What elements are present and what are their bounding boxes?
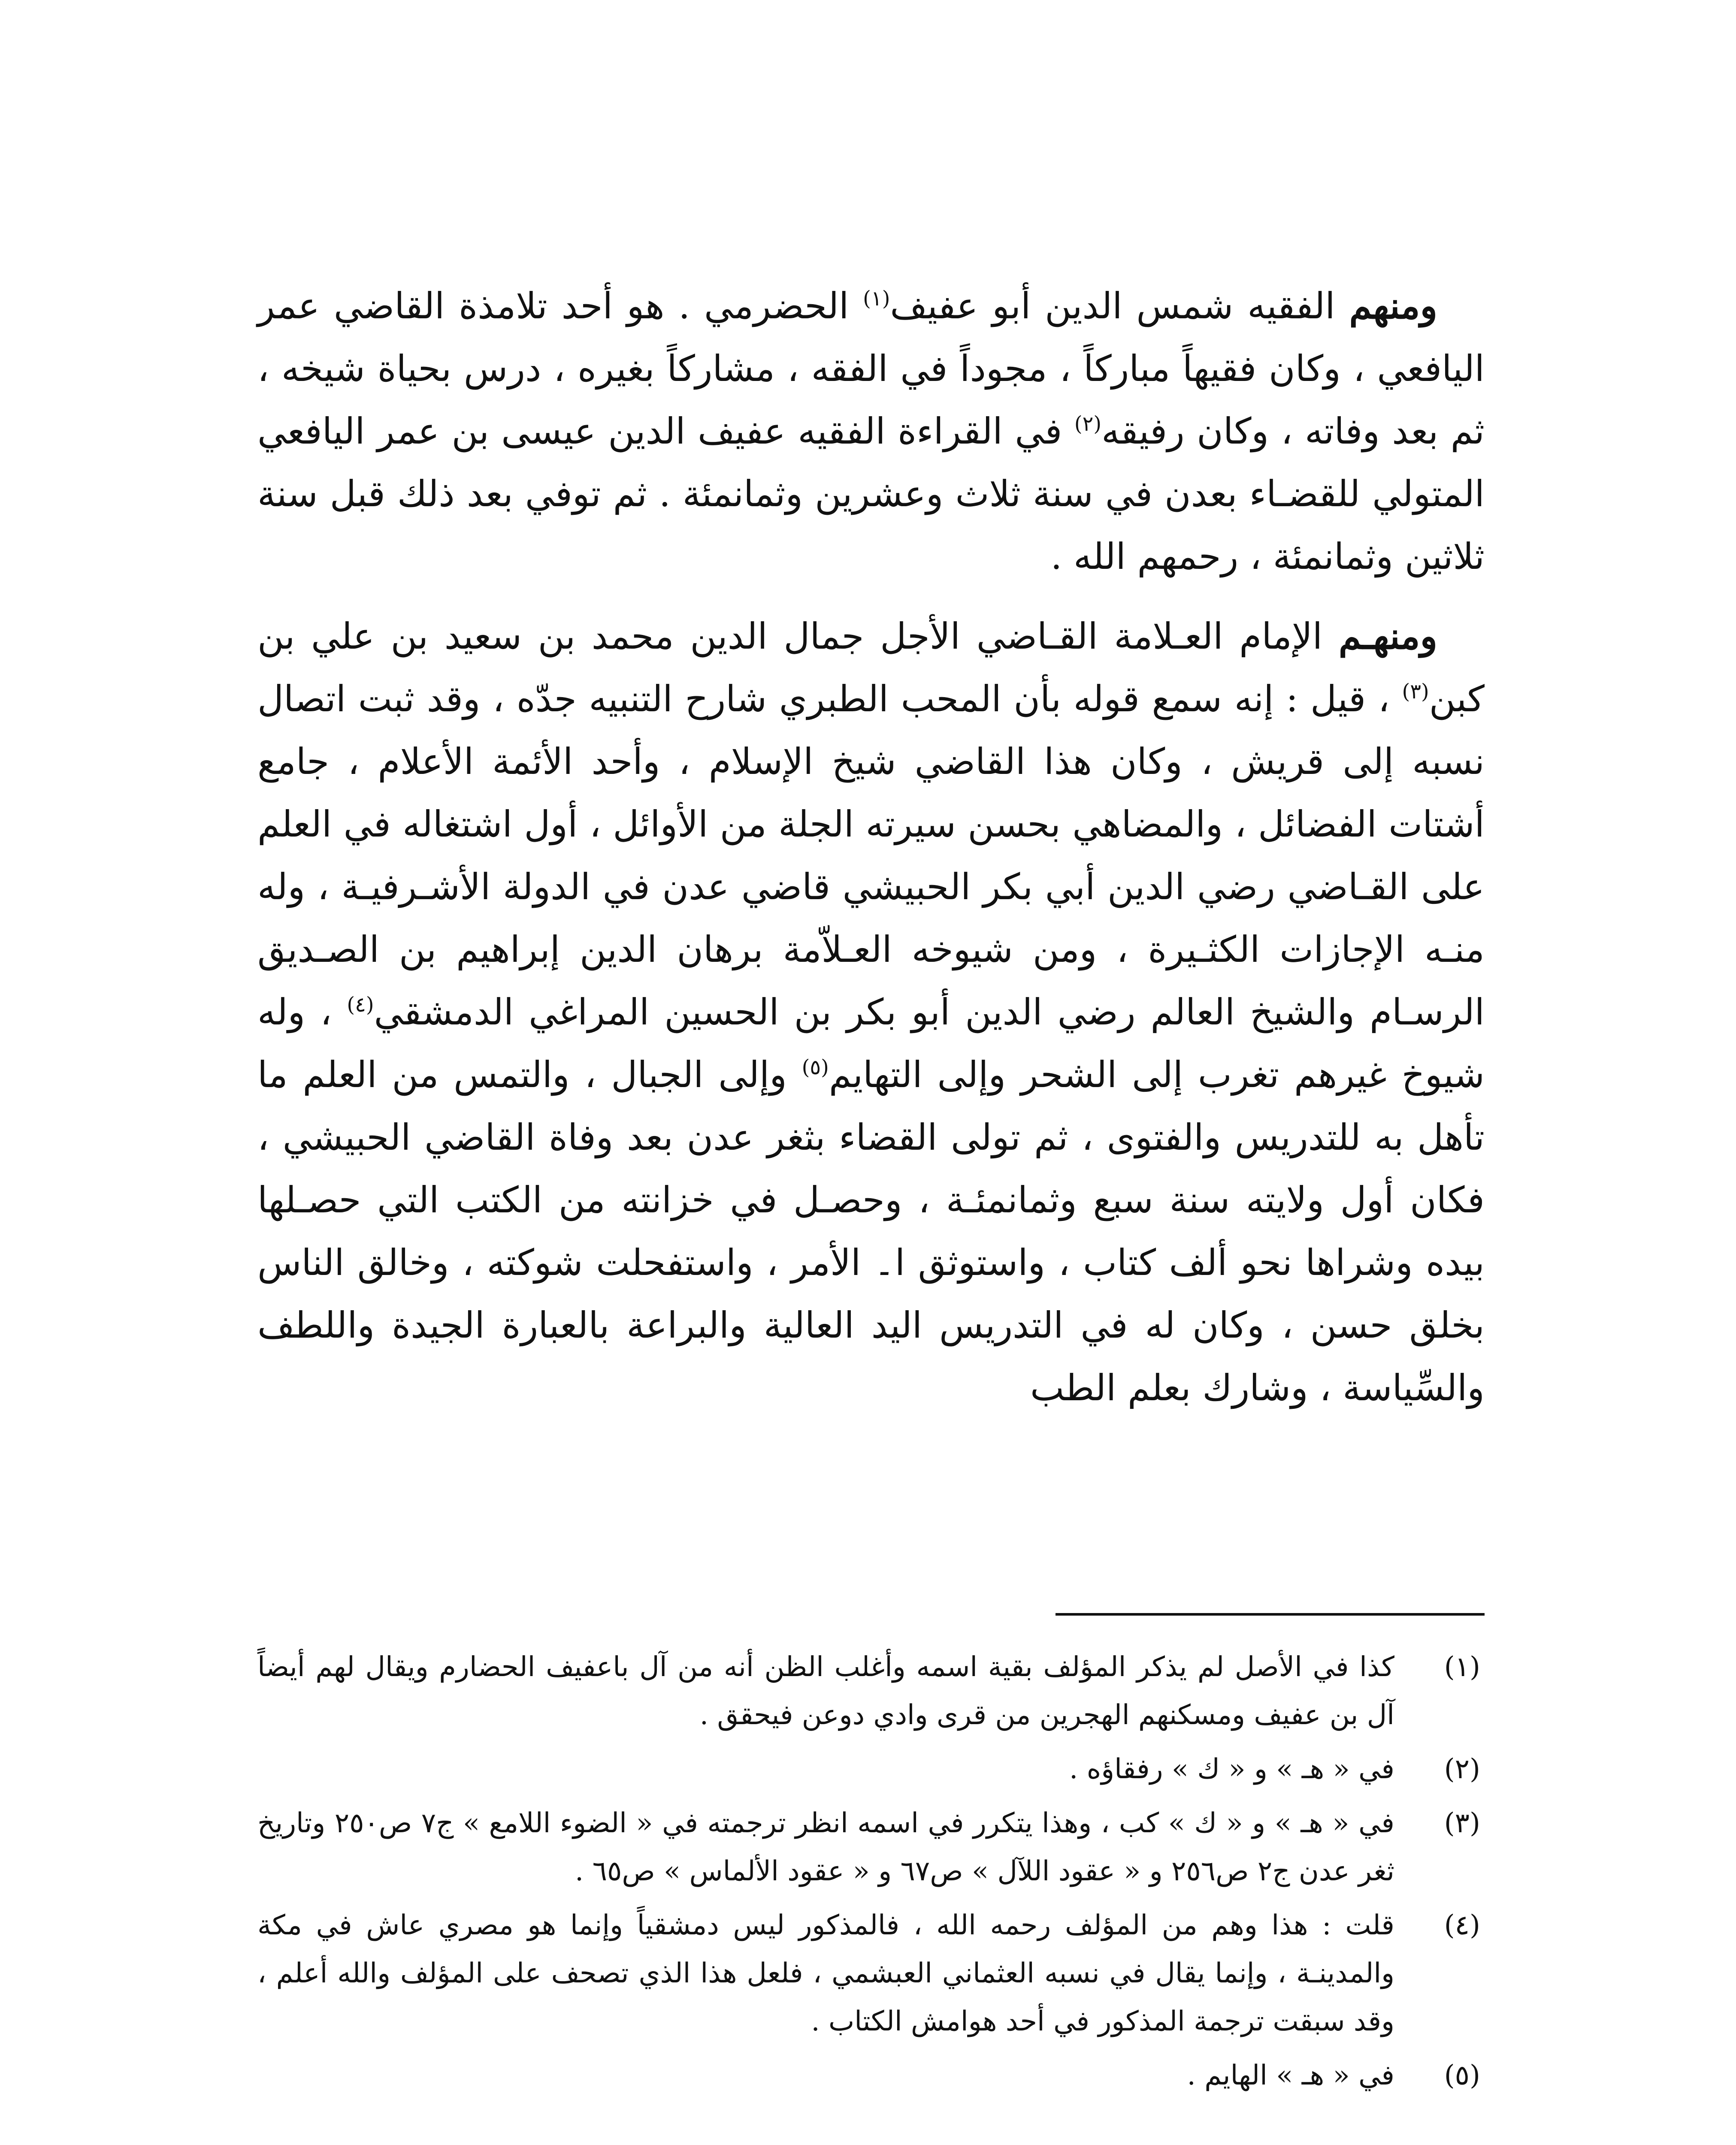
paragraph-2 xyxy=(257,605,1485,1419)
footnote-text: كذا في الأصل لم يذكر المؤلف بقية اسمه وأغلب الظن أنه من آل باعفيف الحضارم ويقال لهم أيضاً آل بن عفيف ومسكنهم الهجرين من قرى وادي دوعن فيحقق . xyxy=(257,1651,1395,1731)
footnote-item xyxy=(257,2051,1485,2100)
paragraph-lead-word: ومنهـم xyxy=(1338,615,1438,657)
paragraph-text: الإمام العـلامة القـاضي الأجل جمال الدين محمد بن سعيد بن علي بن كبن xyxy=(257,615,1485,720)
paragraph-text: وإلى الجبال ، والتمس من العلم ما تأهل به للتدريس والفتوى ، ثم تولى القضاء بثغر عدن بعد وفاة القاضي الحبيشي ، فكان أول ولايته سنة سبع وثمانمئـة ، وحصـل في خزانته من الكتب التي حصـلها بيده وشراها نحو ألف كتاب ، واستوثق ا۔ الأمر ، واستفحلت شوكته ، وخالق الناس بخلق حسن ، وكان له في التدريس اليد العالية والبراعة بالعبارة الجيدة واللطف والسِّياسة ، وشارك بعلم الطب xyxy=(257,1054,1485,1409)
footnote-item xyxy=(257,1643,1485,1739)
footnote-number: (٣) xyxy=(1444,1807,1480,1839)
paragraph-text: ، قيل : إنه سمع قوله بأن المحب الطبري شارح التنبيه جدّه ، وقد ثبت اتصال نسبه إلى قريش ، وكان هذا القاضي شيخ الإسلام ، وأحد الأئمة الأعلام ، جامع أشتات الفضائل ، والمضاهي بحسن سيرته الجلة من الأوائل ، أول اشتغاله في العلم على القـاضي رضي الدين أبي بكر الحبيشي قاضي عدن في الدولة الأشـرفيـة ، وله منـه الإجازات الكثـيرة ، ومن شيوخه العـلاّمة برهان الدين إبراهيم بن الصـديق الرسـام والشيخ العالم رضي الدين أبو بكر بن الحسين المراغي الدمشقي xyxy=(257,678,1485,1033)
footnote-item xyxy=(257,1799,1485,1895)
paragraph-text: ، وله شيوخ غيرهم تغرب إلى الشحر وإلى التهايم xyxy=(257,991,1485,1096)
paragraph-text: الفقيه شمس الدين أبو عفيف xyxy=(890,285,1335,327)
footnote-marker: (٥) xyxy=(801,1055,829,1079)
footnote-item xyxy=(257,1901,1485,2045)
paragraph-text: في القراءة الفقيه عفيف الدين عيسى بن عمر اليافعي المتولي للقضـاء بعدن في سنة ثلاث وعشرين وثمانمئة . ثم توفي بعد ذلك قبل سنة ثلاثين وثمانمئة ، رحمهم الله . xyxy=(257,410,1485,577)
footnote-number: (١) xyxy=(1444,1651,1480,1683)
footnote-marker: (٤) xyxy=(347,993,374,1017)
footnote-text: في « هـ » و « ك » رفقاؤه . xyxy=(1069,1753,1394,1785)
main-text xyxy=(257,275,1485,1419)
footnote-text: في « هـ » الهايم . xyxy=(1187,2060,1394,2091)
footnote-marker: (٢) xyxy=(1074,412,1102,436)
paragraph-1 xyxy=(257,275,1485,588)
footnote-separator xyxy=(1056,1613,1485,1616)
paragraph-text: الحضرمي . هو أحد تلامذة القاضي عمر اليافعي ، وكان فقيهاً مباركاً ، مجوداً في الفقه ، مشاركاً بغيره ، درس بحياة شيخه ، ثم بعد وفاته ، وكان رفيقه xyxy=(257,285,1485,452)
footnote-number: (٥) xyxy=(1444,2060,1480,2091)
footnote-number: (٤) xyxy=(1444,1909,1480,1941)
footnote-text: في « هـ » و « ك » كب ، وهذا يتكرر في اسمه انظر ترجمته في « الضوء اللامع » ج٧ ص٢٥٠ وتاريخ ثغر عدن ج٢ ص٢٥٦ و « عقود اللآل » ص٦٧ و « عقود الألماس » ص٦٥ . xyxy=(257,1807,1395,1887)
footnote-item xyxy=(257,1745,1485,1793)
footnotes xyxy=(257,1643,1485,2106)
footnote-text: قلت : هذا وهم من المؤلف رحمه الله ، فالمذكور ليس دمشقياً وإنما هو مصري عاش في مكة والمدينـة ، وإنما يقال في نسبه العثماني العبشمي ، فلعل هذا الذي تصحف على المؤلف والله أعلم ، وقد سبقت ترجمة المذكور في أحد هوامش الكتاب . xyxy=(257,1909,1395,2037)
footnote-marker: (٣) xyxy=(1402,680,1429,704)
footnote-number: (٢) xyxy=(1444,1753,1480,1785)
footnote-marker: (١) xyxy=(863,287,890,311)
paragraph-lead-word: ومنهم xyxy=(1349,284,1438,327)
